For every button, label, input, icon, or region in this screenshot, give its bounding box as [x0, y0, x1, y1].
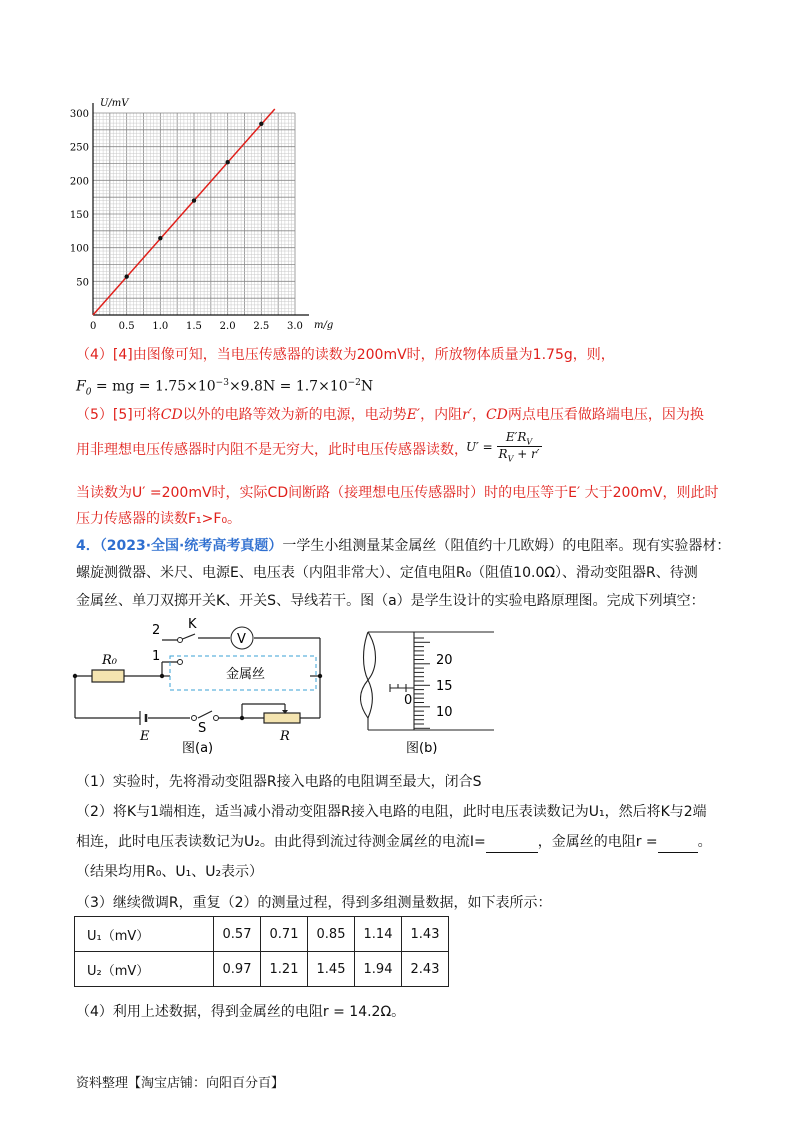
step-2-note: （结果均用R₀、U₁、U₂表示） — [76, 864, 264, 880]
table-cell: 0.85 — [308, 917, 355, 952]
solution-step-5-line3: 当读数为U′ =200mV时，实际CD间断路（接理想电压传感器时）时的电压等于E′ 大于200mV，则此时 — [76, 485, 719, 501]
x-tick-label: 3.0 — [287, 321, 303, 332]
data-point — [192, 198, 196, 202]
terminal-2-label: 2 — [152, 623, 161, 638]
solution-step-5-line2: 用非理想电压传感器时内阻不是无穷大，此时电压传感器读数， — [76, 442, 468, 458]
micrometer-diagram — [360, 618, 500, 758]
step-2-line2: 相连，此时电压表读数记为U₂。由此得到流过待测金属丝的电流I= ，金属丝的电阻r = 。 — [76, 832, 712, 853]
step-2-line1: （2）将K与1端相连，适当减小滑动变阻器R接入电路的电阻，此时电压表读数记为U₁，然后将K与2端 — [76, 804, 707, 820]
switch-s-label: S — [198, 721, 207, 736]
data-point — [259, 122, 263, 126]
step-3: （3）继续微调R，重复（2）的测量过程，得到多组测量数据，如下表所示： — [76, 895, 552, 911]
voltmeter-label: V — [237, 632, 246, 647]
voltage-formula: U′ = $\frac{E'R_V}{R_V + r'}$ — [466, 430, 540, 464]
data-point — [124, 274, 128, 278]
solution-step-4: （4）[4]由图像可知，当电压传感器的读数为200mV时，所放物体质量为1.75g，则， — [76, 347, 615, 363]
question-4-line3: 金属丝、单刀双掷开关K、开关S、导线若干。图（a）是学生设计的实验电路原理图。完成下列填空： — [76, 593, 705, 609]
table-cell: 0.57 — [214, 917, 261, 952]
source-e-label: E — [140, 729, 150, 744]
x-tick-label: 2.5 — [253, 321, 270, 332]
u-vs-m-chart — [60, 90, 340, 340]
table-cell: 1.45 — [308, 952, 355, 987]
table-row-header: U₂（mV） — [75, 952, 214, 987]
figure-a-caption: 图(a) — [182, 741, 214, 756]
y-tick-label: 300 — [69, 109, 89, 120]
table-cell: 1.14 — [355, 917, 402, 952]
y-tick-label: 200 — [69, 176, 89, 188]
question-4-line2: 螺旋测微器、米尺、电源E、电压表（内阻非常大）、定值电阻R₀（阻值10.0Ω）、滑动变阻器R、待测 — [76, 565, 698, 581]
table-cell: 1.21 — [261, 952, 308, 987]
terminal-1-label: 1 — [152, 649, 161, 664]
micrometer-tick-15: 15 — [436, 679, 453, 694]
data-point — [225, 160, 229, 164]
answer-blank-resistance[interactable] — [658, 832, 698, 853]
y-tick-label: 50 — [76, 277, 89, 289]
micrometer-tick-10: 10 — [436, 705, 453, 720]
y-tick-label: 100 — [69, 243, 89, 255]
table-row — [75, 952, 449, 987]
data-point — [158, 236, 162, 240]
solution-step-5-line4: 压力传感器的读数F₁>F₀。 — [76, 511, 242, 527]
equation-f0: $F_0$ = mg = $1.75\times 10^{-3}\times 9.8N = 1.7\times 10^{-2}N$ — [76, 378, 374, 398]
question-4-header: 4．（2023·全国·统考高考真题）一学生小组测量某金属丝（阻值约十几欧姆）的电阻率。现有实验器材： — [76, 538, 731, 554]
table-cell: 0.97 — [214, 952, 261, 987]
table-row — [75, 917, 449, 952]
circuit-diagram — [70, 612, 350, 757]
table-row-header: U₁（mV） — [75, 917, 214, 952]
measurement-table — [74, 916, 449, 987]
step-1: （1）实验时，先将滑动变阻器R接入电路的电阻调至最大，闭合S — [76, 774, 482, 790]
y-tick-label: 250 — [69, 142, 89, 154]
answer-blank-current[interactable] — [486, 832, 538, 853]
x-axis-label: m/g — [314, 320, 334, 331]
metal-wire-label: 金属丝 — [226, 667, 266, 682]
figure-b-caption: 图(b) — [406, 741, 438, 756]
footer-note: 资料整理【淘宝店铺：向阳百分百】 — [76, 1076, 285, 1091]
switch-k-label: K — [188, 617, 197, 632]
x-tick-label: 0.5 — [118, 321, 135, 332]
x-tick-label: 1.5 — [186, 321, 202, 332]
table-cell: 1.43 — [402, 917, 449, 952]
y-tick-label: 150 — [69, 210, 89, 221]
micrometer-tick-20: 20 — [436, 653, 453, 668]
table-cell: 0.71 — [261, 917, 308, 952]
table-cell: 2.43 — [402, 952, 449, 987]
micrometer-zero: 0 — [404, 693, 413, 708]
resistor-r0-label: R₀ — [102, 653, 117, 668]
x-tick-label: 1.0 — [152, 321, 169, 332]
y-axis-label: U/mV — [100, 98, 129, 109]
x-tick-label: 2.0 — [219, 321, 236, 332]
x-tick-label: 0 — [90, 321, 97, 332]
table-cell: 1.94 — [355, 952, 402, 987]
step-4: （4）利用上述数据，得到金属丝的电阻r = 14.2Ω。 — [76, 1004, 406, 1020]
solution-step-5-line1: （5）[5]可将CD以外的电路等效为新的电源，电动势E′，内阻r′，CD两点电压看做路端电压，因为换 — [76, 407, 704, 423]
rheostat-r-label: R — [280, 729, 290, 744]
